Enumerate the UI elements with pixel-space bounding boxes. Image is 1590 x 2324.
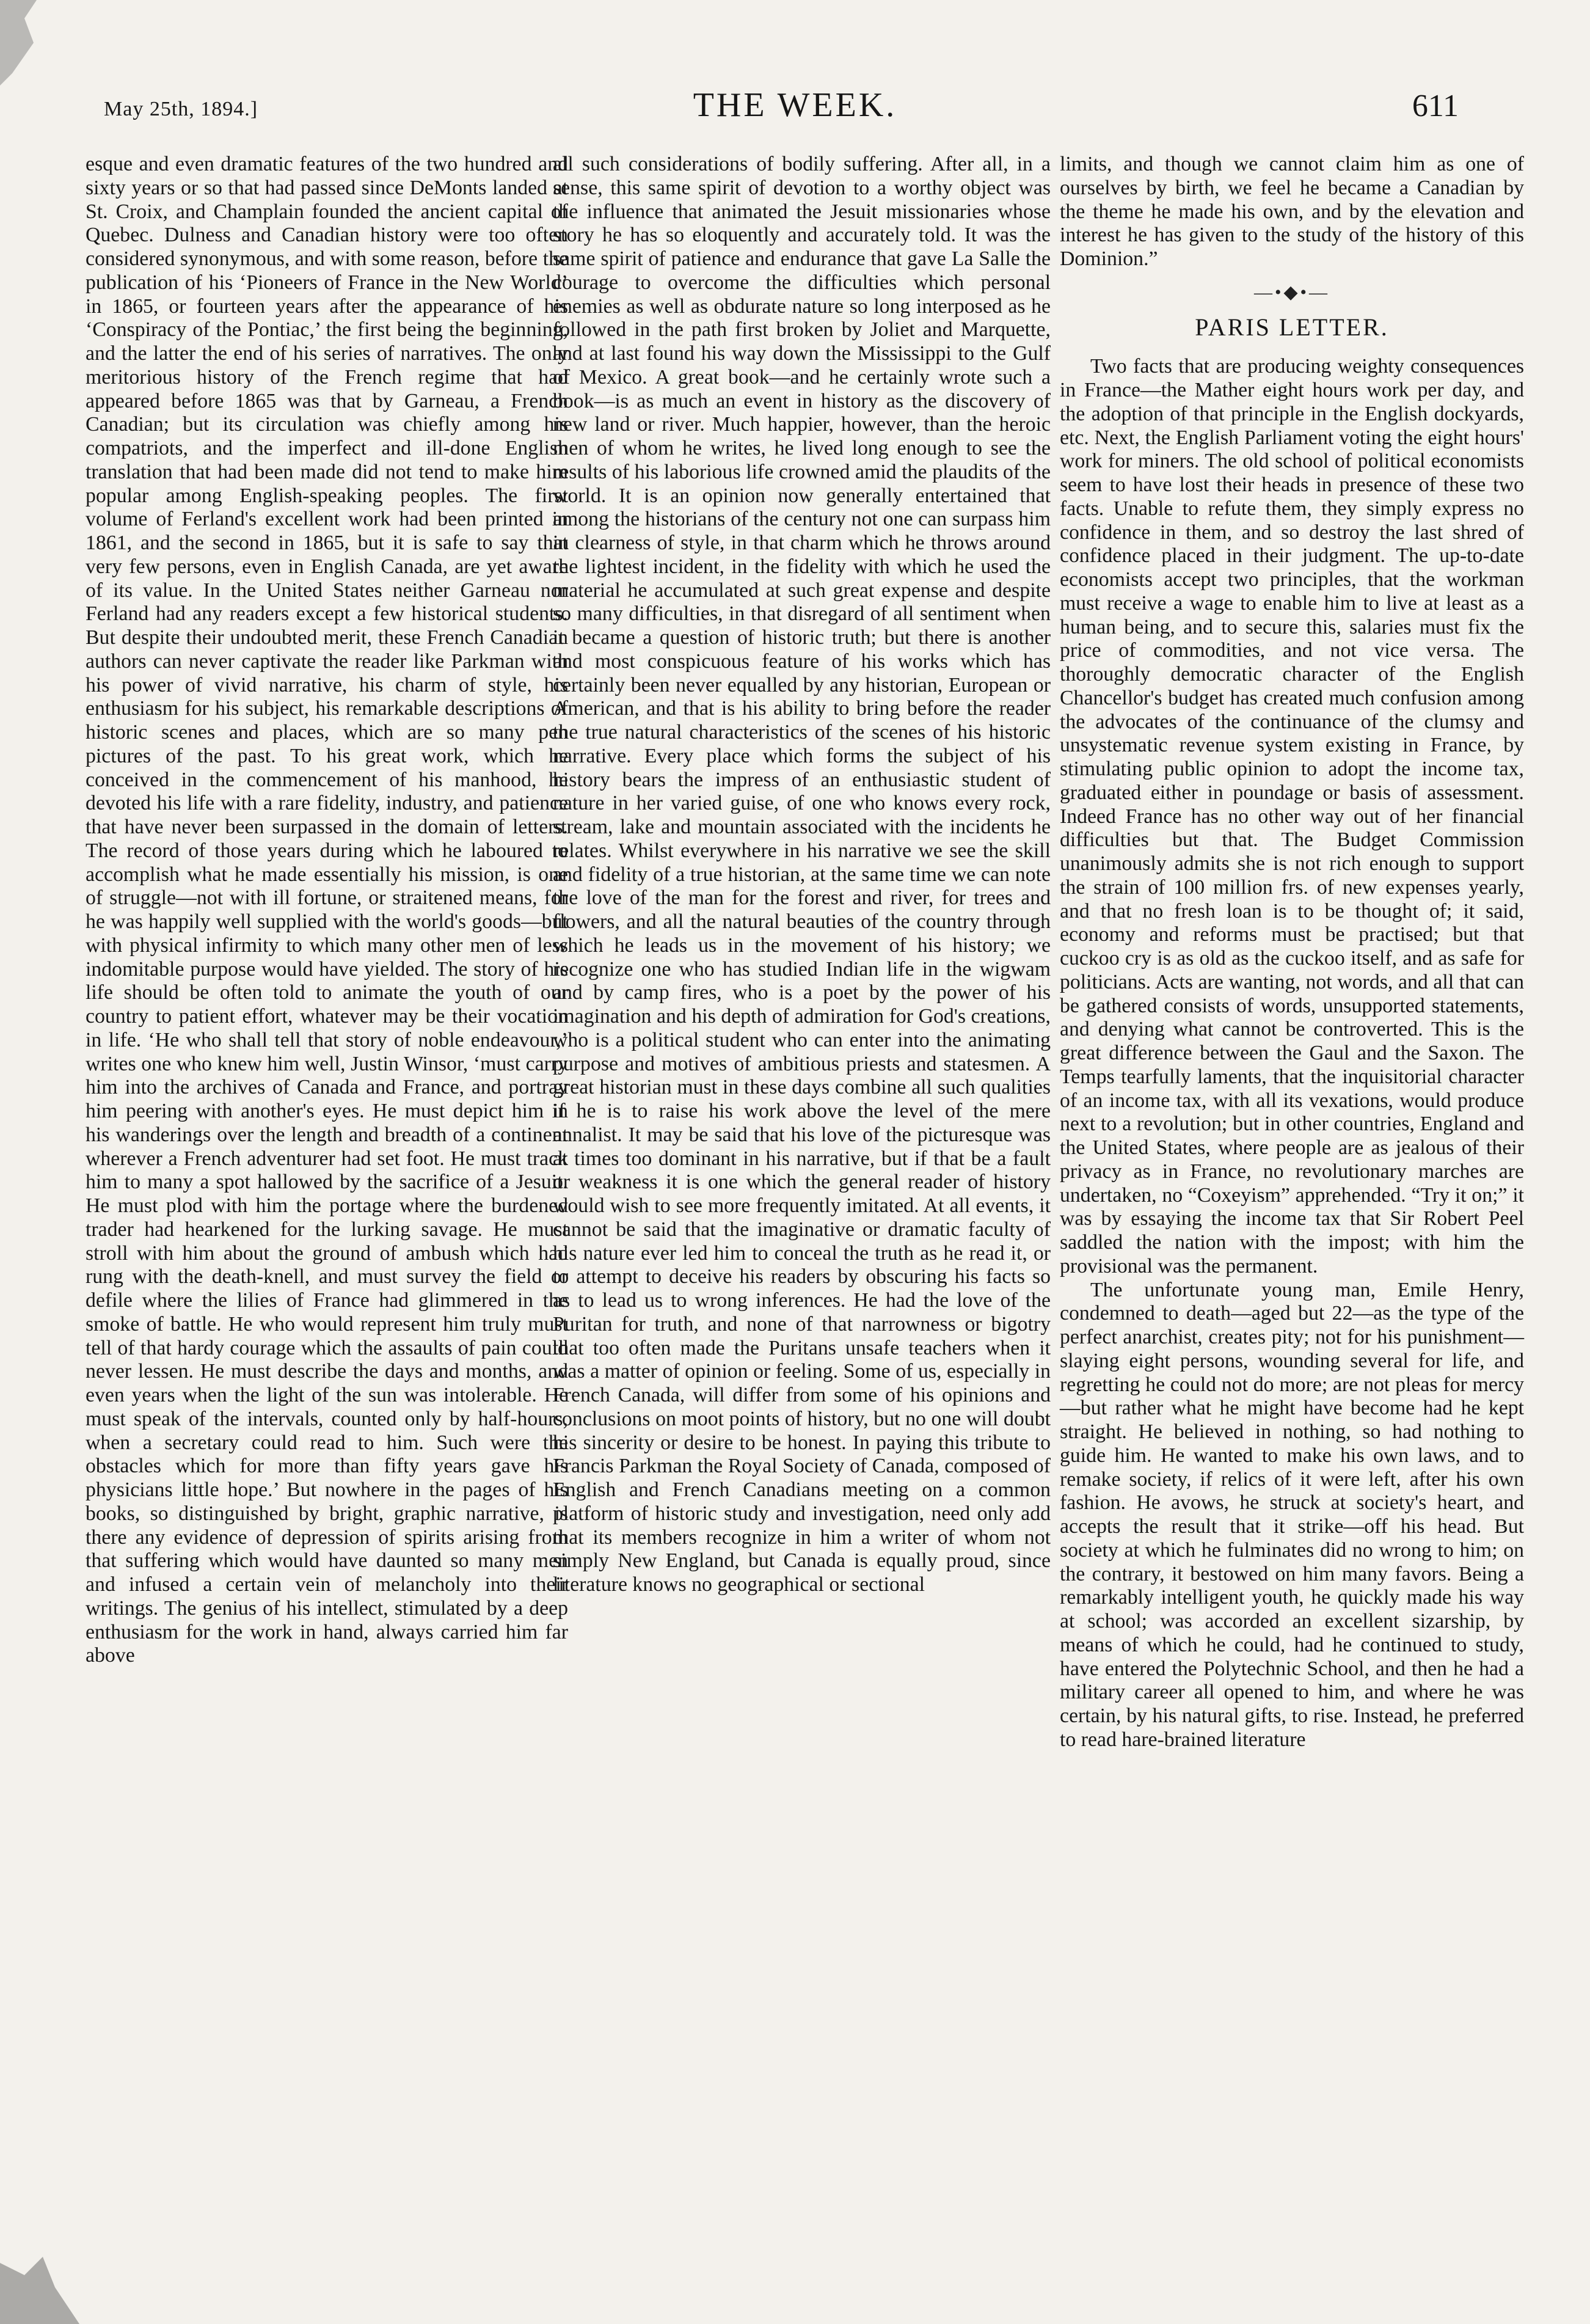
column-right — [1060, 153, 1524, 1752]
page-number: 611 — [1412, 89, 1459, 123]
article-ending-text: limits, and though we cannot claim him as one of ourselves by birth, we feel he became a Canadian by the theme he made his own, and by the elevation and interest he has given to the study of the history of this Dominion.” — [1060, 153, 1524, 270]
article-continuation-text: esque and even dramatic features of the two hundred and sixty years or so that had passed since DeMonts landed at St. Croix, and Champlain founded the ancient capital of Quebec. Dulness and Canadian history were too often considered synonymous, and with some reason, before the publication of his ‘Pioneers of France in the New World’ in 1865, or fourteen years after the appearance of his ‘Conspiracy of the Pontiac,’ the first being the beginning, and the latter the end of his series of narratives. The only meritorious history of the French regime that had appeared before 1865 was that by Garneau, a French Canadian; but its circulation was chiefly among his compatriots, and the imperfect and ill-done English translation that had been made did not tend to make him popular among English-speaking peoples. The first volume of Ferland's excellent work had been printed in 1861, and the second in 1865, but it is safe to say that very few persons, even in English Canada, are yet aware of its value. In the United States neither Garneau nor Ferland had any readers except a few historical students. But despite their undoubted merit, these French Canadian authors can never captivate the reader like Parkman with his power of vivid narrative, his charm of style, his enthusiasm for his subject, his remarkable descriptions of historic scenes and places, which are so many pen pictures of the past. To his great work, which he conceived in the commencement of his manhood, he devoted his life with a rare fidelity, industry, and patience that have never been surpassed in the domain of letters. The record of those years during which he laboured to accomplish what he made essentially his mission, is one of struggle—not with ill fortune, or straitened means, for he was happily well supplied with the world's goods—but with physical infirmity to which many other men of less indomitable purpose would have yielded. The story of his life should be often told to animate the youth of our country to patient effort, whatever may be their vocation in life. ‘He who shall tell that story of noble endeavour,’ writes one who knew him well, Justin Winsor, ‘must carry him into the archives of Canada and France, and portray him peering with another's eyes. He must depict him in his wanderings over the length and breadth of a continent wherever a French adventurer had set foot. He must track him to many a spot hallowed by the sacrifice of a Jesuit. He must plod with him the portage where the burdened trader had hearkened for the lurking savage. He must stroll with him about the ground of ambush which had rung with the death-knell, and must survey the field or defile where the lilies of France had glimmered in the smoke of battle. He who would represent him truly must tell of that hardy courage which the assaults of pain could never lessen. He must describe the days and months, and even years when the light of the sun was intolerable. He must speak of the intervals, counted only by half-hours, when a secretary could read to him. Such were the obstacles which for more than fifty years gave his physicians little hope.’ But nowhere in the pages of his books, so distinguished by bright, graphic narrative, is there any evidence of depression of spirits arising from that suffering which would have daunted so many men and infused a certain vein of melancholy into their writings. The genius of his intellect, stimulated by a deep enthusiasm for the work in hand, always carried him far above — [86, 153, 568, 1667]
section-heading: PARIS LETTER. — [1195, 313, 1389, 341]
column-left — [86, 153, 568, 1668]
paris-letter-paragraph: Two facts that are producing weighty consequences in France—the Mather eight hours work per day, and the adoption of that principle in the English dockyards, etc. Next, the English Parliament voting the eight hours' work for miners. The old school of political economists seem to have lost their heads in presence of these two facts. Unable to refute them, they simply express no confidence in them, and so destroy the last shred of confidence placed in their judgment. The up-to-date economists accept two principles, that the workman must receive a wage to enable him to live at least as a human being, and to secure this, salaries must fix the price of commodities, and not vice versa. The thoroughly democratic character of the English Chancellor's budget has created much confusion among the advocates of the continuance of the clumsy and unsystematic revenue system existing in France, by stimulating public opinion to adopt the income tax, graduated either in poundage or basis of assessment. Indeed France has no other way out of her financial difficulties but that. The Budget Commission unanimously admits she is not rich enough to support the strain of 100 million frs. of new expenses yearly, and that no fresh loan is to be thought of; it said, economy and reforms must be practised; but that cuckoo cry is as old as the cuckoo itself, and as safe for politicians. Acts are wanting, not words, and all that can be gathered consists of words, unsupported statements, and denying what cannot be controverted. This is the great difference between the Gaul and the Saxon. The Temps tearfully laments, that the inquisitorial character of an income tax, with all its vexations, would produce next to a revolution; but in other countries, England and the United States, where people are as jealous of their privacy as in France, no revolutionary marches are undertaken, no “Coxeyism” apprehended. “Try it on;” it was by essaying the income tax that Sir Robert Peel saddled the nation with the impost; with him the provisional was the permanent. — [1060, 355, 1524, 1277]
masthead-title: THE WEEK. — [693, 86, 897, 124]
scan-edge-mark — [0, 2251, 79, 2324]
paris-letter-paragraph: The unfortunate young man, Emile Henry, condemned to death—aged but 22—as the type of the perfect anarchist, creates pity; not for his punishment—slaying eight persons, wounding several for life, and regretting he could not do more; are not pleas for mercy—but rather what he might have become had he kept straight. He believed in nothing, so had nothing to guide him. He wanted to make his own laws, and to remake society, if relics of it were left, after his own fashion. He avows, he struck at society's heart, and accepts the result that it strike—off his head. But society at which he fulminates did no wrong to him; on the contrary, it bestowed on him many favors. Being a remarkably intelligent youth, he quickly made his way at school; was accorded an excellent sizarship, by means of which he could, had he continued to study, have entered the Polytechnic School, and then he had a military career all opened to him, and where he was certain, by his natural gifts, to rise. Instead, he preferred to read hare-brained literature — [1060, 1278, 1524, 1751]
column-middle — [553, 153, 1051, 1597]
page-header — [0, 86, 1590, 141]
article-continuation-text: all such considerations of bodily suffering. After all, in a sense, this same spirit of devotion to a worthy object was the influence that animated the Jesuit missionaries whose story he has so eloquently and accurately told. It was the same spirit of patience and endurance that gave La Salle the courage to overcome the difficulties which personal enemies as well as obdurate nature so long interposed as he followed in the path first broken by Joliet and Marquette, and at last found his way down the Mississippi to the Gulf of Mexico. A great book—and he certainly wrote such a book—is as much an event in history as the discovery of new land or river. Much happier, however, than the heroic men of whom he writes, he lived long enough to see the results of his laborious life crowned amid the plaudits of the world. It is an opinion now generally entertained that among the historians of the century not one can surpass him in clearness of style, in that charm which he throws around the lightest incident, in the fidelity with which he used the material he accumulated at such great expense and despite so many difficulties, in that disregard of all sentiment when it became a question of historic truth; but there is another and most conspicuous feature of his works which has certainly been never equalled by any historian, European or American, and that is his ability to bring before the reader the true natural characteristics of the scenes of his historic narrative. Every place which forms the subject of his history bears the impress of an enthusiastic student of nature in her varied guise, of one who knows every rock, stream, lake and mountain associated with the incidents he relates. Whilst everywhere in his narrative we see the skill and fidelity of a true historian, at the same time we can note the love of the man for the forest and river, for trees and flowers, and all the natural beauties of the country through which he leads us in the movement of his history; we recognize one who has studied Indian life in the wigwam and by camp fires, who is a poet by the power of his imagination and his depth of admiration for God's creations, who is a political student who can enter into the animating purpose and motives of ambitious priests and statesmen. A great historian must in these days combine all such qualities if he is to raise his work above the level of the mere annalist. It may be said that his love of the picturesque was at times too dominant in his narrative, but if that be a fault or weakness it is one which the general reader of history would wish to see more frequently imitated. At all events, it cannot be said that the imaginative or dramatic faculty of his nature ever led him to conceal the truth as he read it, or to attempt to deceive his readers by obscuring his facts so as to lead us to wrong inferences. He had the love of the Puritan for truth, and none of that narrowness or bigotry that too often made the Puritans unsafe teachers when it was a matter of opinion or feeling. Some of us, especially in French Canada, will differ from some of his opinions and conclusions on moot points of history, but no one will doubt his sincerity or desire to be honest. In paying this tribute to Francis Parkman the Royal Society of Canada, composed of English and French Canadians meeting on a common platform of historic study and investigation, need only add that its members recognize in him a writer of whom not simply New England, but Canada is equally proud, since literature knows no geographical or sectional — [553, 153, 1051, 1596]
scan-edge-mark — [0, 0, 55, 86]
section-divider: —•◆•— — [1253, 282, 1330, 302]
issue-date: May 25th, 1894.] — [104, 98, 258, 120]
